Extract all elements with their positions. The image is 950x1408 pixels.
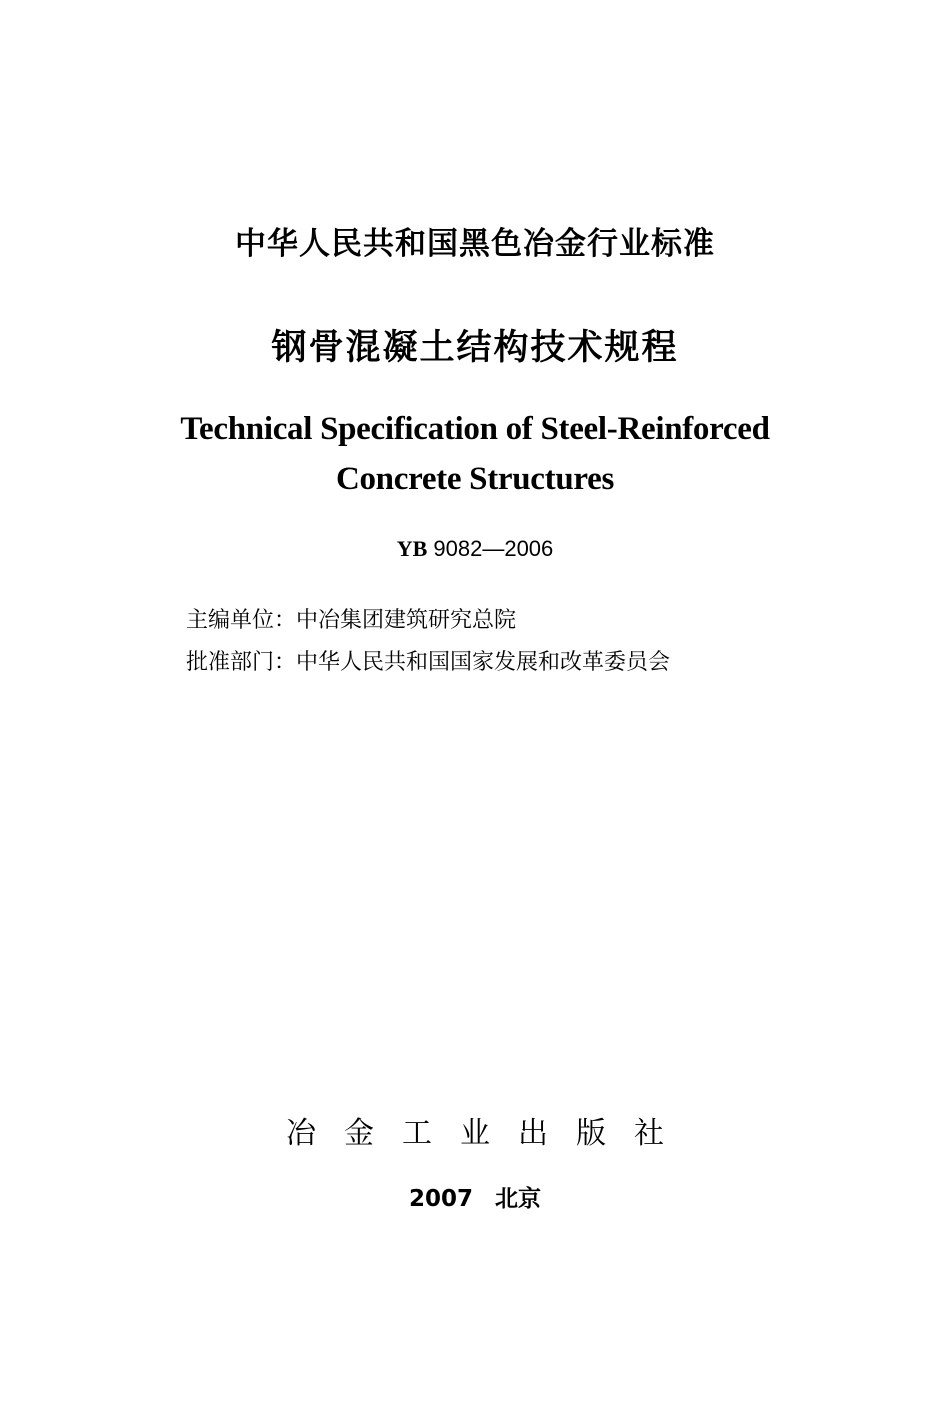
responsibility-info: [186, 600, 670, 684]
standard-number-value: 9082—2006: [433, 536, 554, 561]
approval-department: 批准部门：中华人民共和国国家发展和改革委员会: [186, 650, 671, 675]
document-title-english-line1: Technical Specification of Steel-Reinforced: [180, 411, 770, 447]
publication-year: 2007: [408, 1186, 473, 1212]
document-title-chinese: 钢骨混凝土结构技术规程: [271, 327, 679, 368]
document-title-english: [0, 404, 950, 504]
publication-city: 北京: [495, 1186, 541, 1212]
publisher-name: 冶金工业出版社: [286, 1116, 692, 1151]
chief-editor-unit: 主编单位：中冶集团建筑研究总院: [186, 608, 517, 633]
standard-number: [0, 536, 950, 562]
document-title-english-line2: Concrete Structures: [335, 461, 615, 497]
publication-imprint: [0, 1180, 950, 1213]
industry-standard-heading: 中华人民共和国黑色冶金行业标准: [235, 226, 715, 262]
standard-number-prefix: YB: [396, 536, 428, 561]
